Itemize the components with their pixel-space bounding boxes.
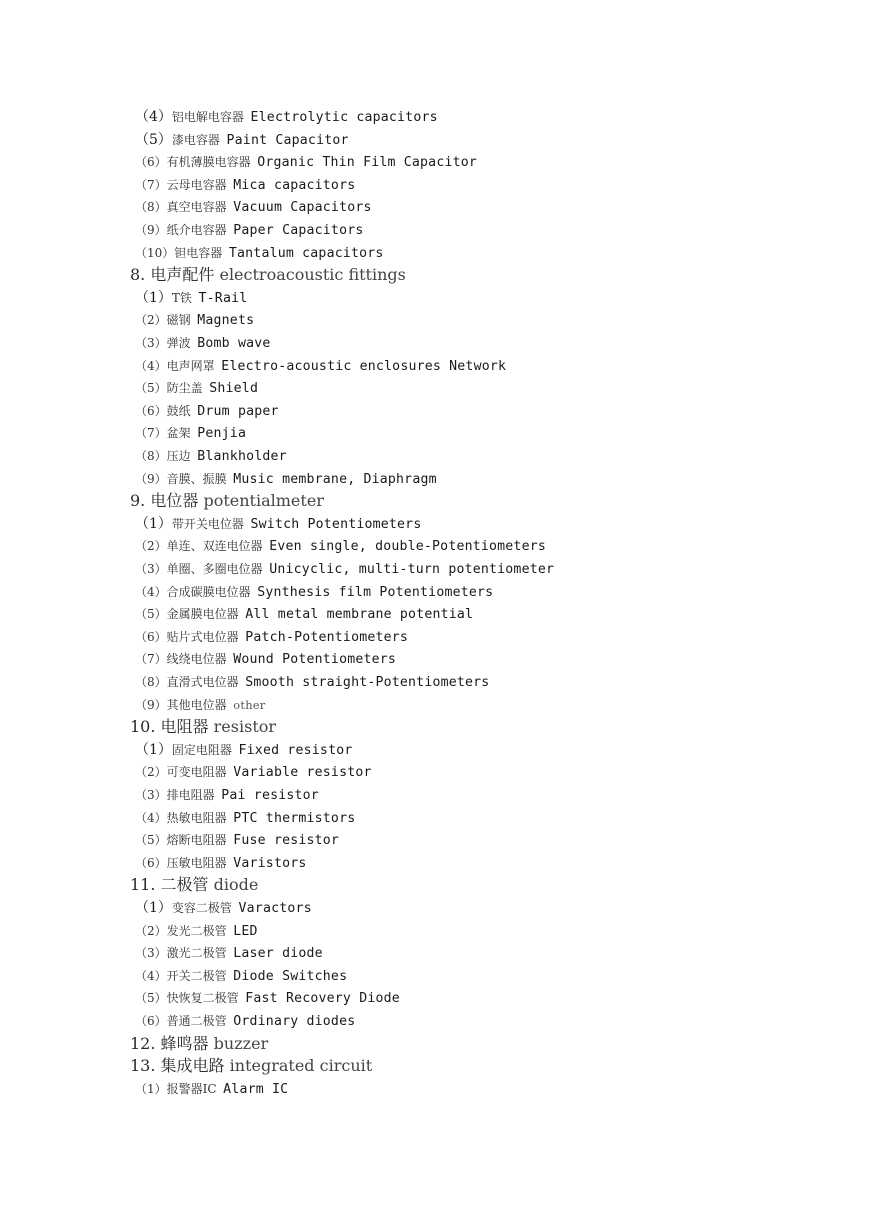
item-term-en: Fast Recovery Diode bbox=[245, 991, 400, 1007]
section-title-zh: 集成电路 bbox=[160, 1056, 225, 1076]
item-term-en: other bbox=[233, 697, 266, 712]
item-number: （7） bbox=[135, 177, 167, 192]
list-item bbox=[135, 946, 323, 960]
list-item bbox=[135, 698, 266, 712]
list-item bbox=[135, 991, 400, 1005]
item-term-zh: 弹波 bbox=[166, 336, 191, 350]
item-term-zh: 激光二极管 bbox=[166, 946, 227, 961]
item-term-en: Bomb wave bbox=[197, 336, 271, 351]
section-number: 10. bbox=[130, 717, 156, 737]
item-number: （4） bbox=[135, 968, 167, 983]
item-number: （6） bbox=[135, 1014, 167, 1028]
item-number: （5） bbox=[135, 991, 167, 1006]
section-number: 11. bbox=[130, 875, 156, 895]
item-term-zh: T铁 bbox=[171, 290, 192, 305]
item-term-en: Variable resistor bbox=[233, 765, 372, 781]
list-item bbox=[135, 381, 258, 395]
item-term-en: Synthesis film Potentiometers bbox=[257, 584, 494, 600]
item-number: （6） bbox=[135, 403, 167, 418]
list-item bbox=[135, 110, 438, 124]
item-term-en: T-Rail bbox=[198, 290, 248, 306]
item-number: （1） bbox=[135, 515, 172, 532]
section-title-zh: 二极管 bbox=[160, 875, 209, 895]
list-item bbox=[135, 969, 347, 983]
item-term-en: Switch Potentiometers bbox=[250, 516, 422, 532]
item-number: （9） bbox=[135, 471, 167, 486]
item-number: （8） bbox=[135, 449, 167, 463]
item-term-en: Music membrane, Diaphragm bbox=[233, 471, 437, 487]
item-term-zh: 直滑式电位器 bbox=[166, 675, 239, 689]
section-number: 9. bbox=[130, 491, 146, 511]
item-term-en: Magnets bbox=[197, 313, 255, 329]
section-title-zh: 蜂鸣器 bbox=[160, 1033, 209, 1053]
section-title-en: potentialmeter bbox=[203, 491, 324, 511]
item-term-zh: 固定电阻器 bbox=[171, 742, 232, 757]
item-number: （4） bbox=[135, 109, 172, 125]
item-term-zh: 纸介电容器 bbox=[166, 223, 227, 237]
list-item bbox=[135, 426, 246, 440]
item-term-en: Diode Switches bbox=[233, 968, 348, 984]
item-term-zh: 开关二极管 bbox=[166, 968, 227, 983]
list-item bbox=[135, 336, 271, 350]
list-item bbox=[135, 901, 312, 915]
list-item bbox=[135, 472, 437, 486]
list-item bbox=[135, 652, 396, 666]
item-term-en: Fuse resistor bbox=[233, 833, 340, 849]
item-term-en: LED bbox=[233, 923, 258, 939]
list-item bbox=[135, 675, 489, 689]
item-term-zh: 音膜、振膜 bbox=[166, 471, 227, 486]
item-term-zh: 单连、双连电位器 bbox=[166, 539, 263, 554]
item-term-zh: 真空电容器 bbox=[166, 200, 227, 215]
item-term-zh: 电声网罩 bbox=[166, 358, 215, 373]
item-term-zh: 云母电容器 bbox=[166, 177, 227, 192]
section-title-en: electroacoustic fittings bbox=[219, 265, 406, 285]
item-term-en: Penjia bbox=[197, 426, 247, 442]
section-title-zh: 电声配件 bbox=[150, 265, 215, 285]
item-term-en: Ordinary diodes bbox=[233, 1014, 356, 1029]
section-heading bbox=[130, 719, 276, 735]
item-term-en: Drum paper bbox=[197, 403, 279, 419]
section-number: 13. bbox=[130, 1056, 156, 1076]
item-term-zh: 可变电阻器 bbox=[166, 765, 227, 780]
section-number: 12. bbox=[130, 1033, 156, 1053]
list-item bbox=[135, 291, 247, 305]
item-number: （7） bbox=[135, 426, 167, 441]
item-number: （4） bbox=[135, 584, 167, 599]
item-term-en: All metal membrane potential bbox=[245, 607, 474, 623]
item-term-en: Unicyclic, multi-turn potentiometer bbox=[269, 562, 555, 577]
item-term-zh: 带开关电位器 bbox=[171, 516, 244, 531]
list-item bbox=[135, 607, 473, 621]
list-item bbox=[135, 539, 546, 553]
section-title-zh: 电阻器 bbox=[160, 717, 209, 737]
item-term-en: Fixed resistor bbox=[238, 742, 353, 758]
list-item bbox=[135, 788, 319, 802]
item-term-en: Alarm IC bbox=[223, 1081, 289, 1097]
item-number: （9） bbox=[135, 697, 167, 712]
item-term-zh: 钽电容器 bbox=[174, 245, 223, 260]
list-item bbox=[135, 246, 384, 260]
item-term-en: Blankholder bbox=[197, 449, 287, 464]
item-term-zh: 磁钢 bbox=[166, 313, 191, 328]
section-title-en: diode bbox=[213, 875, 259, 895]
item-number: （5） bbox=[135, 381, 167, 396]
item-number: （2） bbox=[135, 765, 167, 780]
list-item bbox=[135, 449, 287, 463]
item-number: （2） bbox=[135, 539, 167, 554]
list-item bbox=[135, 743, 353, 757]
item-term-zh: 盆架 bbox=[166, 426, 191, 441]
list-item bbox=[135, 585, 493, 599]
section-heading bbox=[130, 1033, 269, 1053]
list-item bbox=[135, 178, 355, 192]
item-term-zh: 其他电位器 bbox=[166, 697, 227, 712]
item-number: （4） bbox=[135, 358, 167, 373]
list-item bbox=[135, 155, 477, 169]
item-term-en: Laser diode bbox=[233, 946, 323, 962]
item-term-zh: 有机薄膜电容器 bbox=[166, 155, 251, 170]
item-number: （6） bbox=[135, 629, 167, 644]
item-number: （1） bbox=[135, 900, 172, 916]
list-item bbox=[135, 1082, 288, 1096]
item-term-zh: 变容二极管 bbox=[171, 901, 232, 915]
section-title-en: integrated circuit bbox=[229, 1056, 373, 1076]
section-number: 8. bbox=[130, 265, 146, 285]
item-number: （9） bbox=[135, 223, 167, 237]
item-term-en: Electrolytic capacitors bbox=[250, 110, 438, 125]
list-item bbox=[135, 223, 363, 237]
item-term-zh: 热敏电阻器 bbox=[166, 810, 227, 825]
item-number: （3） bbox=[135, 562, 167, 576]
list-item bbox=[135, 1014, 355, 1028]
item-number: （6） bbox=[135, 155, 167, 170]
item-number: （5） bbox=[135, 131, 172, 148]
item-term-en: Varistors bbox=[233, 855, 307, 871]
list-item bbox=[135, 404, 279, 418]
item-term-zh: 普通二极管 bbox=[166, 1014, 227, 1028]
list-item bbox=[135, 562, 554, 576]
item-term-zh: 线绕电位器 bbox=[166, 652, 227, 667]
item-term-en: Pai resistor bbox=[221, 788, 319, 803]
item-term-zh: 报警器IC bbox=[166, 1081, 217, 1096]
item-term-zh: 漆电容器 bbox=[171, 132, 220, 147]
item-term-zh: 压敏电阻器 bbox=[166, 855, 227, 870]
section-title-zh: 电位器 bbox=[150, 491, 199, 511]
item-term-zh: 防尘盖 bbox=[166, 381, 203, 396]
item-term-en: Paint Capacitor bbox=[226, 132, 349, 148]
item-number: （3） bbox=[135, 946, 167, 961]
item-number: （10） bbox=[135, 245, 175, 260]
item-term-zh: 铝电解电容器 bbox=[171, 110, 244, 124]
section-heading bbox=[130, 1058, 372, 1074]
item-number: （3） bbox=[135, 336, 167, 350]
item-number: （2） bbox=[135, 923, 167, 938]
list-item bbox=[135, 133, 349, 147]
item-term-en: Shield bbox=[209, 381, 259, 397]
item-term-en: Mica capacitors bbox=[233, 177, 356, 193]
item-number: （8） bbox=[135, 675, 167, 689]
item-term-en: Vacuum Capacitors bbox=[233, 200, 372, 216]
item-term-en: PTC thermistors bbox=[233, 810, 356, 826]
item-term-en: Varactors bbox=[238, 901, 312, 916]
item-term-en: Organic Thin Film Capacitor bbox=[257, 155, 478, 171]
list-item bbox=[135, 313, 254, 327]
item-number: （1） bbox=[135, 289, 172, 306]
item-term-zh: 贴片式电位器 bbox=[166, 629, 239, 644]
item-number: （3） bbox=[135, 788, 167, 802]
item-term-zh: 排电阻器 bbox=[166, 788, 215, 802]
list-item bbox=[135, 765, 372, 779]
list-item bbox=[135, 833, 339, 847]
item-number: （1） bbox=[135, 741, 172, 758]
list-item bbox=[135, 856, 307, 870]
item-term-zh: 合成碳膜电位器 bbox=[166, 584, 251, 599]
item-term-en: Tantalum capacitors bbox=[228, 245, 384, 261]
section-title-en: buzzer bbox=[213, 1033, 269, 1053]
item-term-en: Electro-acoustic enclosures Network bbox=[221, 358, 507, 374]
item-number: （5） bbox=[135, 833, 167, 848]
item-number: （1） bbox=[135, 1081, 167, 1096]
section-heading bbox=[130, 877, 258, 893]
item-term-en: Wound Potentiometers bbox=[233, 652, 397, 668]
list-item bbox=[135, 200, 372, 214]
section-heading bbox=[130, 267, 406, 283]
list-item bbox=[135, 811, 355, 825]
list-item bbox=[135, 630, 408, 644]
list-item bbox=[135, 359, 506, 373]
item-term-zh: 单圈、多圈电位器 bbox=[166, 562, 263, 576]
item-term-en: Even single, double-Potentiometers bbox=[269, 539, 546, 555]
item-number: （6） bbox=[135, 855, 167, 870]
item-term-en: Patch-Potentiometers bbox=[245, 629, 409, 645]
item-term-en: Paper Capacitors bbox=[233, 223, 364, 238]
section-heading bbox=[130, 493, 324, 509]
section-title-en: resistor bbox=[213, 717, 277, 737]
item-term-en: Smooth straight-Potentiometers bbox=[245, 675, 490, 690]
list-item bbox=[135, 924, 258, 938]
item-number: （8） bbox=[135, 200, 167, 215]
item-number: （2） bbox=[135, 313, 167, 328]
item-term-zh: 金属膜电位器 bbox=[166, 607, 239, 622]
item-term-zh: 压边 bbox=[166, 449, 191, 463]
item-number: （5） bbox=[135, 607, 167, 622]
item-term-zh: 快恢复二极管 bbox=[166, 991, 239, 1006]
item-term-zh: 熔断电阻器 bbox=[166, 833, 227, 848]
item-term-zh: 鼓纸 bbox=[166, 403, 191, 418]
item-number: （7） bbox=[135, 652, 167, 667]
item-number: （4） bbox=[135, 810, 167, 825]
item-term-zh: 发光二极管 bbox=[166, 923, 227, 938]
list-item bbox=[135, 517, 421, 531]
